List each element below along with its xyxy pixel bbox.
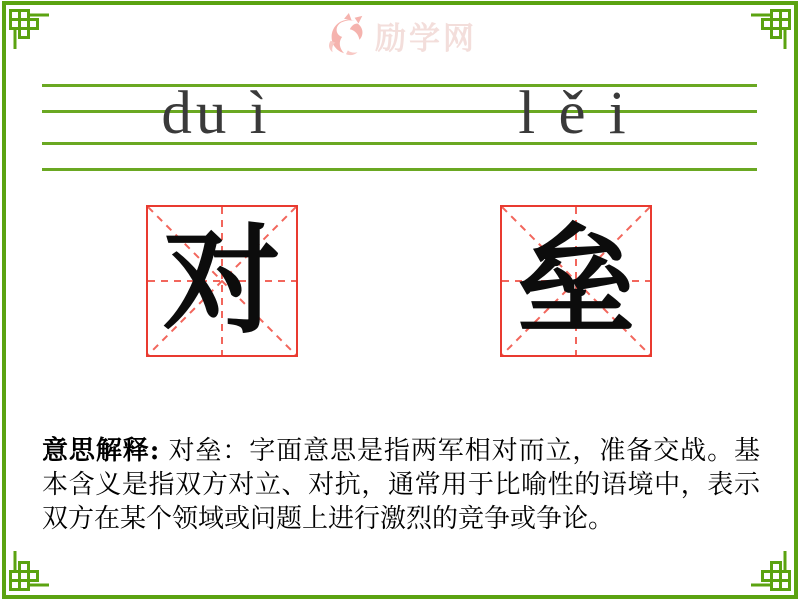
corner-lattice-icon (4, 550, 50, 596)
corner-lattice-icon (4, 4, 50, 50)
corner-lattice-icon (750, 550, 796, 596)
definition-label: 意思解释: (42, 436, 160, 466)
watermark-logo-text: 励学网 (375, 20, 477, 56)
pinyin-guide-line-4 (42, 168, 757, 171)
hanzi-character-first: 对 (162, 211, 281, 350)
hanzi-character-second: 垒 (516, 211, 635, 350)
hanzi-grid-box-first (146, 205, 298, 357)
corner-lattice-icon (750, 4, 796, 50)
pinyin-first-syllable: du ì (161, 80, 271, 147)
hanzi-grid-box-second (500, 205, 652, 357)
definition-paragraph (42, 434, 760, 536)
flame-swirl-logo-icon (323, 12, 369, 58)
watermark-logo (0, 12, 800, 58)
definition-text: 对垒：字面意思是指两军相对而立，准备交战。基本含义是指双方对立、对抗，通常用于比喻性的语境中，表示双方在某个领域或问题上进行激烈的竞争或争论。 (42, 436, 760, 534)
pinyin-second-syllable: l ě i (518, 80, 630, 147)
